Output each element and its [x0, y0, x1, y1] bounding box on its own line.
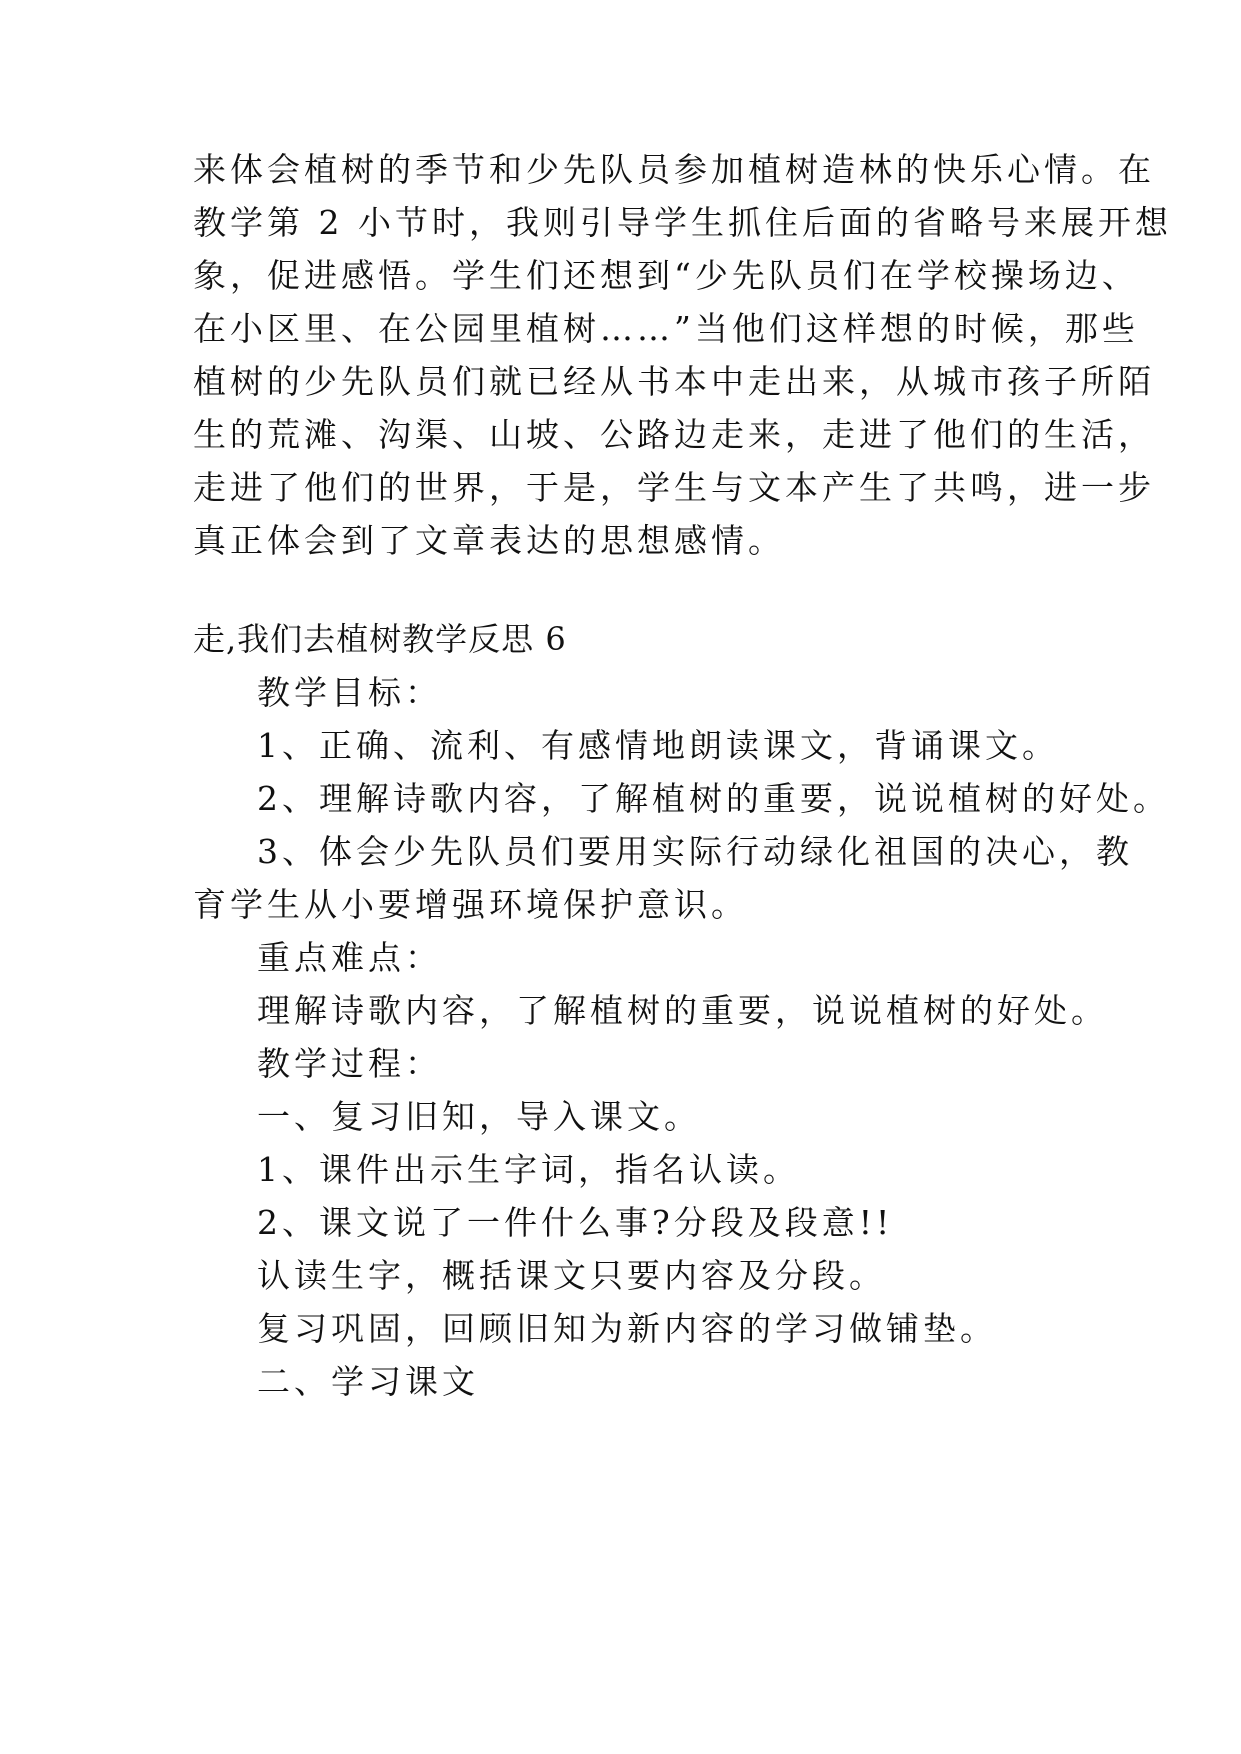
- text-line: 2、课文说了一件什么事?分段及段意!!: [257, 1203, 894, 1242]
- text-line: 1、课件出示生字词，指名认读。: [257, 1150, 800, 1189]
- text-line: 来体会植树的季节和少先队员参加植树造林的快乐心情。在: [193, 150, 1155, 189]
- text-line: 教学第 2 小节时，我则引导学生抓住后面的省略号来展开想: [193, 203, 1172, 242]
- text-line: 象，促进感悟。学生们还想到“少先队员们在学校操场边、: [193, 256, 1139, 295]
- text-line: 教学过程：: [257, 1044, 442, 1083]
- text-line: 重点难点：: [257, 938, 442, 977]
- text-line: 3、体会少先队员们要用实际行动绿化祖国的决心，教: [257, 832, 1133, 871]
- text-line: 植树的少先队员们就已经从书本中走出来，从城市孩子所陌: [193, 362, 1155, 401]
- section-title: 走,我们去植树教学反思 6: [193, 620, 567, 658]
- text-line: 生的荒滩、沟渠、山坡、公路边走来，走进了他们的生活，: [193, 415, 1155, 454]
- text-line: 育学生从小要增强环境保护意识。: [193, 885, 748, 924]
- text-line: 教学目标：: [257, 673, 442, 712]
- text-line: 1、正确、流利、有感情地朗读课文，背诵课文。: [257, 726, 1059, 765]
- text-line: 二、学习课文: [257, 1362, 479, 1401]
- text-line: 真正体会到了文章表达的思想感情。: [193, 521, 785, 560]
- text-line: 2、理解诗歌内容，了解植树的重要，说说植树的好处。: [257, 779, 1170, 818]
- text-line: 走进了他们的世界，于是，学生与文本产生了共鸣，进一步: [193, 468, 1155, 507]
- text-line: 复习巩固，回顾旧知为新内容的学习做铺垫。: [257, 1309, 997, 1348]
- text-line: 理解诗歌内容，了解植树的重要，说说植树的好处。: [257, 991, 1108, 1030]
- text-line: 认读生字，概括课文只要内容及分段。: [257, 1256, 886, 1295]
- text-line: 一、复习旧知，导入课文。: [257, 1097, 701, 1136]
- text-line: 在小区里、在公园里植树……”当他们这样想的时候，那些: [193, 309, 1139, 348]
